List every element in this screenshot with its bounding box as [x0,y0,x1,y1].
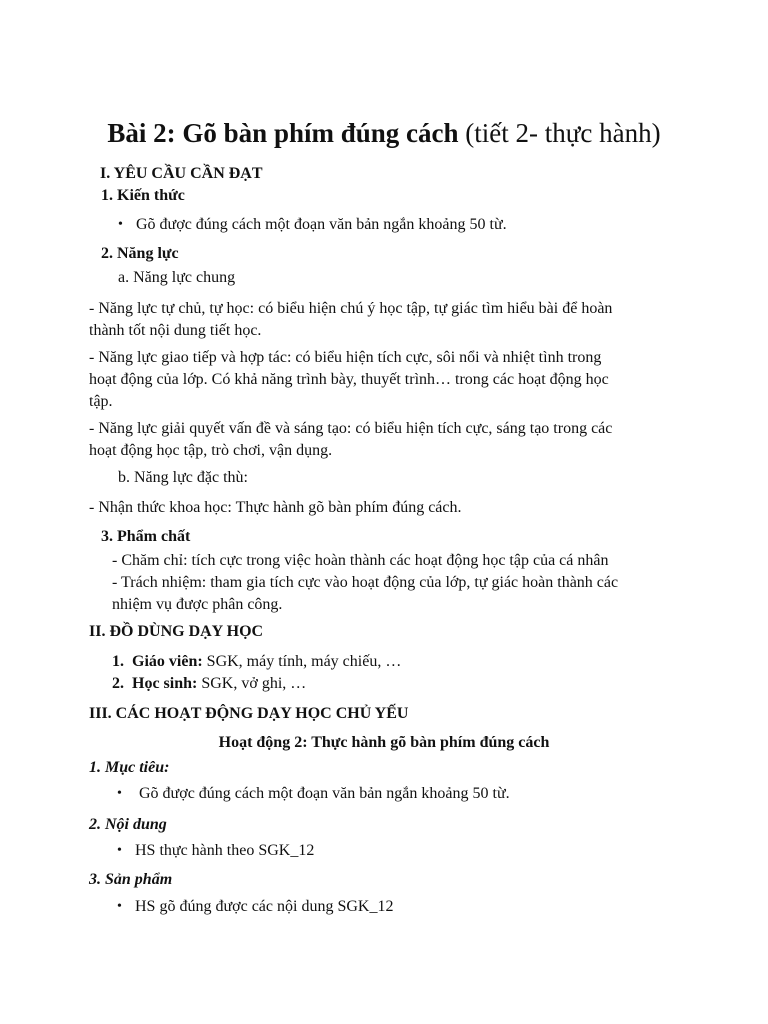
goal-label: 1. Mục tiêu: [89,759,170,776]
item-label: Phẩm chất [117,528,191,545]
document-title [0,116,768,150]
title-subtitle: (tiết 2- thực hành) [458,118,661,148]
section-2-heading: II. ĐỒ DÙNG DẠY HỌC [89,623,264,640]
product-label: 3. Sản phẩm [89,871,173,888]
knowledge-bullet-text: Gõ được đúng cách một đoạn văn bản ngắn khoảng 50 từ. [136,216,507,233]
item-text: SGK, máy tính, máy chiếu, … [202,653,402,670]
paragraph-line: hoạt động của lớp. Có khả năng trình bày, thuyết trình… trong các hoạt động học [89,371,609,388]
paragraph-line: - Chăm chỉ: tích cực trong việc hoàn thành các hoạt động học tập của cá nhân [112,552,609,569]
equipment-item [112,651,401,673]
paragraph-line: nhiệm vụ được phân công. [112,596,283,613]
goal-bullet-text: Gõ được đúng cách một đoạn văn bản ngắn khoảng 50 từ. [139,785,510,802]
section-1-item-1 [101,185,185,207]
paragraph-line: - Năng lực tự chủ, tự học: có biểu hiện chú ý học tập, tự giác tìm hiểu bài để hoàn [89,300,613,317]
bullet-icon: • [117,786,122,801]
paragraph-line: - Nhận thức khoa học: Thực hành gõ bàn phím đúng cách. [89,499,462,516]
section-1-item-2 [101,243,179,265]
paragraph-line: tập. [89,393,113,410]
bullet-icon: • [118,217,123,232]
section-1-heading: I. YÊU CẦU CẦN ĐẠT [100,165,263,182]
item-label: Kiến thức [117,187,185,204]
equipment-item [112,673,306,695]
product-bullet-text: HS gõ đúng được các nội dung SGK_12 [135,898,394,915]
activity-title: Hoạt động 2: Thực hành gõ bàn phím đúng cách [218,734,550,751]
paragraph-line: thành tốt nội dung tiết học. [89,322,262,339]
item-label: Giáo viên: [132,653,203,670]
specific-competence-heading: b. Năng lực đặc thù: [118,469,248,486]
item-text: SGK, vở ghi, … [197,675,307,692]
paragraph-line: - Năng lực giao tiếp và hợp tác: có biểu hiện tích cực, sôi nổi và nhiệt tình trong [89,349,602,366]
item-label: Năng lực [117,245,179,262]
title-main: Bài 2: Gõ bàn phím đúng cách [107,118,459,148]
item-label: Học sinh: [132,675,198,692]
item-number: 1. [112,653,124,670]
bullet-icon: • [117,843,122,858]
paragraph-line: - Trách nhiệm: tham gia tích cực vào hoạt động của lớp, tự giác hoàn thành các [112,574,619,591]
item-number: 2. [101,245,113,262]
section-3-heading: III. CÁC HOẠT ĐỘNG DẠY HỌC CHỦ YẾU [89,705,409,722]
bullet-icon: • [117,899,122,914]
content-label: 2. Nội dung [89,816,167,833]
paragraph-line: - Năng lực giải quyết vấn đề và sáng tạo: có biểu hiện tích cực, sáng tạo trong các [89,420,613,437]
content-bullet-text: HS thực hành theo SGK_12 [135,842,315,859]
item-number: 1. [101,187,113,204]
paragraph-line: hoạt động học tập, trò chơi, vận dụng. [89,442,333,459]
item-number: 3. [101,528,113,545]
general-competence-heading: a. Năng lực chung [118,269,236,286]
item-number: 2. [112,675,124,692]
section-1-item-3 [101,526,190,548]
